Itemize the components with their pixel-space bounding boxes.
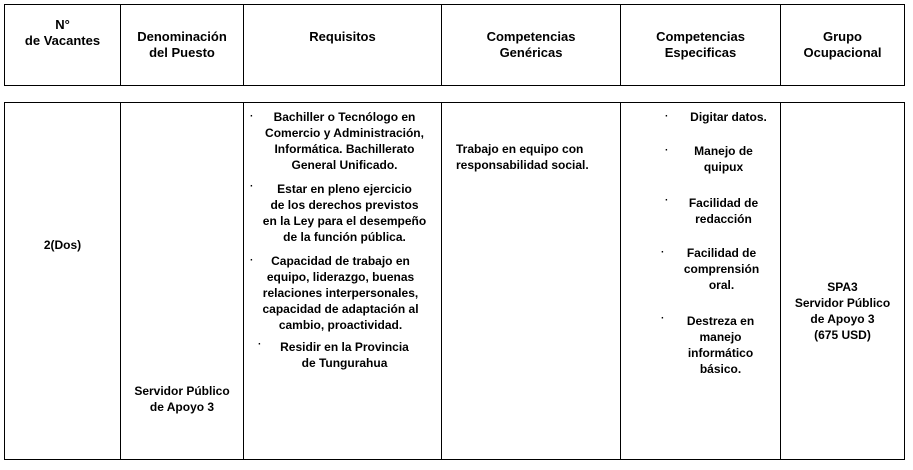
- header-requisitos-label: Requisitos: [309, 29, 376, 44]
- header-grupo: [780, 4, 905, 86]
- vacantes-value: 2(Dos): [43, 238, 82, 252]
- bullet-icon: ·: [661, 247, 665, 258]
- bullet-icon: ·: [258, 339, 262, 350]
- denominacion-value: Servidor Público de Apoyo 3: [134, 384, 230, 414]
- requisito-item: Bachiller o Tecnólogo en Comercio y Administración, Informática. Bachillerato General Unificado.: [265, 110, 424, 172]
- header-genericas-label: Competencias Genéricas: [486, 29, 576, 60]
- cell-grupo: [780, 102, 905, 460]
- header-denominacion: [120, 4, 244, 86]
- cell-vacantes: [4, 102, 121, 460]
- header-vacantes: [4, 4, 121, 86]
- bullet-icon: ·: [250, 111, 254, 122]
- genericas-value: Trabajo en equipo con responsabilidad social.: [456, 142, 589, 172]
- requisito-item: Residir en la Provincia de Tungurahua: [280, 340, 409, 370]
- competencia-item: Destreza en manejo informático básico.: [686, 314, 755, 376]
- requisito-item: Estar en pleno ejercicio de los derechos previstos en la Ley para el desempeño de la función pública.: [262, 182, 427, 244]
- header-especificas-label: Competencias Especificas: [656, 29, 745, 60]
- header-especificas: [620, 4, 781, 86]
- competencia-item: Facilidad de comprensión oral.: [683, 246, 760, 292]
- grupo-value: SPA3 Servidor Público de Apoyo 3 (675 USD): [794, 280, 891, 342]
- requisito-item: Capacidad de trabajo en equipo, liderazgo, buenas relaciones interpersonales, capacidad de adaptación al cambio, proactividad.: [262, 254, 419, 332]
- cell-genericas: [441, 102, 621, 460]
- bullet-icon: ·: [661, 313, 665, 324]
- cell-requisitos: [243, 102, 442, 460]
- bullet-icon: ·: [250, 181, 254, 192]
- bullet-icon: ·: [665, 145, 669, 156]
- competencia-item: Digitar datos.: [690, 110, 767, 124]
- competencia-item: Manejo de quipux: [694, 144, 753, 174]
- cell-especificas: [620, 102, 781, 460]
- bullet-icon: ·: [665, 195, 669, 206]
- bullet-icon: ·: [665, 111, 669, 122]
- bullet-icon: ·: [250, 255, 254, 266]
- header-genericas: [441, 4, 621, 86]
- header-denominacion-label: Denominación del Puesto: [137, 29, 227, 60]
- header-vacantes-label: N° de Vacantes: [24, 17, 101, 48]
- header-requisitos: [243, 4, 442, 86]
- competencia-item: Facilidad de redacción: [688, 196, 759, 226]
- cell-denominacion: [120, 102, 244, 460]
- header-grupo-label: Grupo Ocupacional: [803, 29, 882, 60]
